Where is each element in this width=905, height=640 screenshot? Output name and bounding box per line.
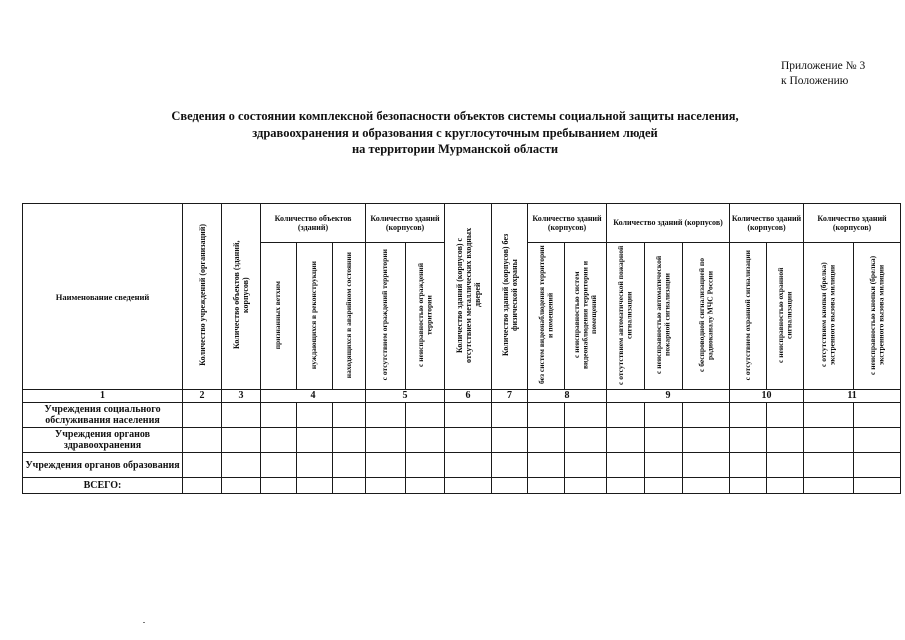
column-number: 5 [366,390,445,403]
total-row [23,478,901,494]
table-cell [683,478,730,494]
table-cell [683,453,730,478]
appendix-reference: к Положению [781,75,849,87]
header-group-4: Количество объектов (зданий) [261,204,366,243]
table-cell [854,428,901,453]
table-cell [261,403,297,428]
table-cell [565,478,607,494]
table-cell [607,478,645,494]
sub-10-1-text: с отсутствием охранной сигнализации [742,249,752,380]
appendix-number: Приложение № 3 [781,60,866,72]
sub-9-1 [607,243,645,390]
table-cell [261,428,297,453]
table-cell [222,453,261,478]
table-cell [297,478,333,494]
table-cell [528,403,565,428]
table-cell [767,453,804,478]
sub-5-1 [366,243,406,390]
column-numbers-row [23,390,901,403]
table-cell [804,453,854,478]
table-cell [406,453,445,478]
table-cell [297,403,333,428]
sub-11-2-text: с неисправностью кнопки (брелка) экстренного вызова милиции [867,255,886,375]
sub-9-3 [683,243,730,390]
sub-8-1-text: без систем видеонаблюдения территории и помещений [536,245,555,385]
table-cell [366,403,406,428]
table-cell [528,478,565,494]
table-cell [333,453,366,478]
table-cell [406,428,445,453]
table-cell [565,428,607,453]
sub-9-3-text: с беспроводной сигнализацией по радиоканалу МЧС России [696,257,715,372]
table-cell [645,403,683,428]
table-cell [767,403,804,428]
table-cell [565,403,607,428]
column-number: 7 [492,390,528,403]
table-cell [683,428,730,453]
sub-8-1 [528,243,565,390]
column-number: 3 [222,390,261,403]
header-group-11: Количество зданий (корпусов) [804,204,901,243]
title-line-1: Сведения о состоянии комплексной безопасности объектов системы социальной защиты населения, [171,109,739,123]
sub-8-2 [565,243,607,390]
table-cell [261,478,297,494]
table-cell [333,478,366,494]
table-cell [607,403,645,428]
table-cell [445,478,492,494]
table-cell [406,403,445,428]
title-line-3: на территории Мурманской области [351,142,559,156]
sub-11-1 [804,243,854,390]
table-cell [183,478,222,494]
table-cell [297,428,333,453]
sub-5-2-text: с неисправностью ограждений территории [415,262,434,367]
table-cell [804,403,854,428]
table-cell [183,403,222,428]
table-cell [406,478,445,494]
header-col-7-text: Количество зданий (корпусов) без физической охраны [500,234,519,357]
table-cell [730,478,767,494]
header-name: Наименование сведений [23,204,183,390]
sub-10-2 [767,243,804,390]
table-cell [366,428,406,453]
sub-9-2-text: с неисправностью автоматической пожарной сигнализации [654,255,672,374]
table-cell [445,403,492,428]
header-objects [222,204,261,390]
table-cell [730,428,767,453]
scan-artifact [143,622,145,623]
table-cell [767,428,804,453]
sub-5-1-text: с отсутствием ограждений территории [380,249,390,381]
sub-4-3-text: находящихся в аварийном состоянии [343,251,353,378]
table-cell [492,428,528,453]
table-cell [767,478,804,494]
table-cell [854,453,901,478]
table-cell [222,403,261,428]
total-label: ВСЕГО: [23,478,183,494]
table-cell [492,403,528,428]
table-cell [607,428,645,453]
table-cell [183,428,222,453]
row-label: Учреждения органов образования [23,453,183,478]
column-number: 9 [607,390,730,403]
table-cell [528,453,565,478]
column-number: 11 [804,390,901,403]
table-cell [445,453,492,478]
table-cell [607,453,645,478]
table-cell [366,453,406,478]
header-col-6 [445,204,492,390]
sub-10-1 [730,243,767,390]
table-cell [183,453,222,478]
table-row [23,453,901,478]
table-cell [645,453,683,478]
table-cell [222,478,261,494]
column-number: 10 [730,390,804,403]
header-institutions [183,204,222,390]
column-number: 1 [23,390,183,403]
row-label: Учреждения социального обслуживания населения [23,403,183,428]
sub-10-2-text: с неисправностью охранной сигнализации [775,267,794,363]
table-cell [492,478,528,494]
header-group-8: Количество зданий (корпусов) [528,204,607,243]
header-institutions-text: Количество учреждений (организаций) [197,224,207,367]
table-cell [445,428,492,453]
column-number: 4 [261,390,366,403]
header-objects-text: Количество объектов (зданий, корпусов) [232,241,250,350]
table-cell [222,428,261,453]
title-line-2: здравоохранения и образования с круглосуточным пребыванием людей [252,125,658,140]
column-number: 8 [528,390,607,403]
header-col-6-text: Количество зданий (корпусов) с отсутствием металлических входных дверей [454,227,482,363]
header-group-10: Количество зданий (корпусов) [730,204,804,243]
table-cell [645,428,683,453]
table-cell [366,478,406,494]
table-cell [645,478,683,494]
sub-4-2 [297,243,333,390]
sub-4-1 [261,243,297,390]
table-row [23,403,901,428]
sub-8-2-text: с неисправностью систем видеонаблюдения территории и помещений [571,260,598,369]
column-number: 6 [445,390,492,403]
table-cell [730,453,767,478]
table-cell [854,478,901,494]
column-number: 2 [183,390,222,403]
table-cell [565,453,607,478]
row-label: Учреждения органов здравоохранения [23,428,183,453]
table-cell [683,403,730,428]
appendix-note [781,59,865,89]
table-cell [261,453,297,478]
table-cell [333,428,366,453]
header-row-groups [23,204,901,243]
header-group-5: Количество зданий (корпусов) [366,204,445,243]
sub-4-1-text: признанных ветхим [273,280,283,349]
table-row [23,428,901,453]
sub-11-2 [854,243,901,390]
sub-11-1-text: с отсутствием кнопки (брелка) экстренного вызова милиции [819,262,837,368]
sub-5-2 [406,243,445,390]
table-cell [528,428,565,453]
document-title [90,108,820,158]
sub-4-2-text: нуждающихся в реконструкции [309,260,319,369]
header-group-9: Количество зданий (корпусов) [607,204,730,243]
table-cell [297,453,333,478]
table-cell [730,403,767,428]
table-cell [854,403,901,428]
table-cell [333,403,366,428]
header-col-7 [492,204,528,390]
sub-9-1-text: с отсутствием автоматической пожарной сигнализации [616,245,634,385]
table-cell [804,478,854,494]
sub-9-2 [645,243,683,390]
table-cell [492,453,528,478]
sub-4-3 [333,243,366,390]
table-cell [804,428,854,453]
safety-info-table [22,203,901,494]
